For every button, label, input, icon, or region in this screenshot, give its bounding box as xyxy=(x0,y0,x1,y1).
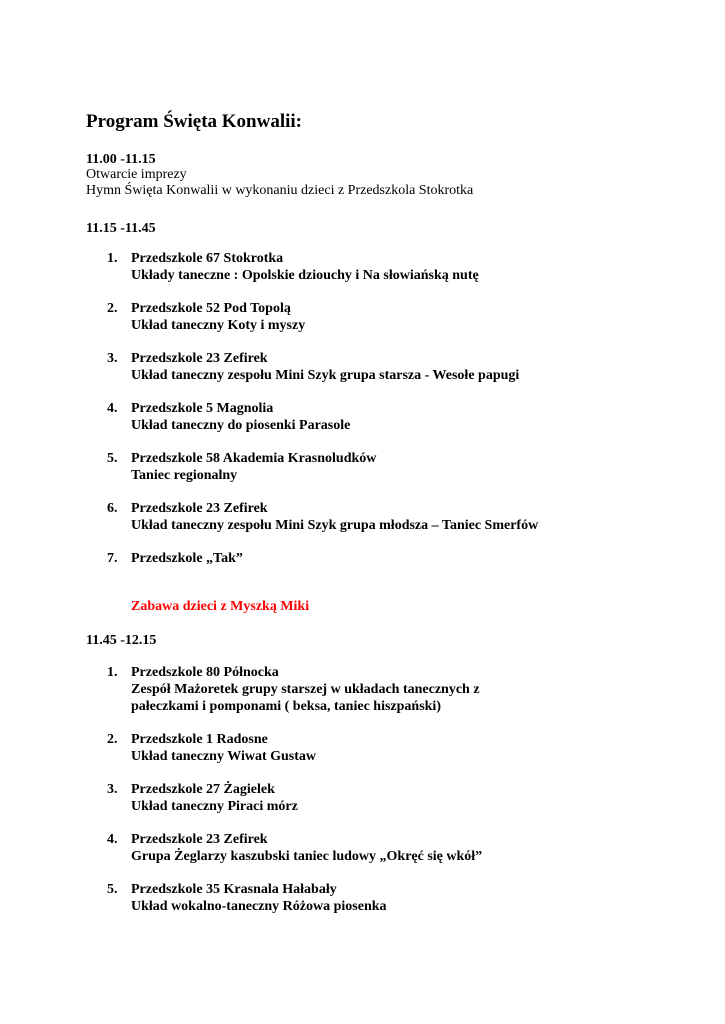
time-slot-1: 11.00 -11.15 xyxy=(86,152,156,167)
item-title: Przedszkole 23 Zefirek xyxy=(131,832,268,847)
item-text xyxy=(131,300,305,334)
item-number: 2. xyxy=(107,301,118,316)
item-title: Przedszkole 5 Magnolia xyxy=(131,401,274,416)
item-title: Przedszkole 67 Stokrotka xyxy=(131,251,284,266)
item-title: Przedszkole 23 Zefirek xyxy=(131,501,268,516)
item-number: 3. xyxy=(107,782,118,797)
item-description: pałeczkami i pomponami ( beksa, taniec hiszpański) xyxy=(131,699,441,714)
time-slot-3: 11.45 -12.15 xyxy=(86,633,157,648)
highlight-event: Zabawa dzieci z Myszką Miki xyxy=(131,599,310,614)
item-title: Przedszkole 58 Akademia Krasnoludków xyxy=(131,451,377,466)
item-description: Układy taneczne : Opolskie dziouchy i Na słowiańską nutę xyxy=(131,268,479,283)
item-description: Układ taneczny zespołu Mini Szyk grupa starsza - Wesołe papugi xyxy=(131,368,520,383)
item-number: 6. xyxy=(107,501,118,516)
item-description: Układ taneczny Koty i myszy xyxy=(131,318,306,333)
item-title: Przedszkole 23 Zefirek xyxy=(131,351,268,366)
item-text xyxy=(131,350,519,384)
item-number: 3. xyxy=(107,351,118,366)
item-number: 2. xyxy=(107,732,118,747)
item-title: Przedszkole 1 Radosne xyxy=(131,732,268,747)
item-description: Układ taneczny Piraci mórz xyxy=(131,799,298,814)
time-slot-2: 11.15 -11.45 xyxy=(86,221,156,236)
item-text xyxy=(131,881,387,915)
item-number: 5. xyxy=(107,882,118,897)
item-title: Przedszkole 80 Północka xyxy=(131,665,279,680)
item-text xyxy=(131,831,482,865)
item-title: Przedszkole 27 Żagielek xyxy=(131,782,275,797)
intro-line: Otwarcie imprezy xyxy=(86,167,187,182)
item-description: Zespół Mażoretek grupy starszej w układach tanecznych z xyxy=(131,682,480,697)
item-number: 1. xyxy=(107,251,118,266)
item-text xyxy=(131,781,298,815)
item-description: Taniec regionalny xyxy=(131,468,238,483)
item-text xyxy=(131,731,316,765)
item-number: 4. xyxy=(107,401,118,416)
item-number: 1. xyxy=(107,665,118,680)
item-number: 4. xyxy=(107,832,118,847)
intro-line: Hymn Święta Konwalii w wykonaniu dzieci z Przedszkola Stokrotka xyxy=(86,183,474,198)
item-title: Przedszkole 52 Pod Topolą xyxy=(131,301,291,316)
item-text xyxy=(131,450,376,484)
item-description: Układ taneczny Wiwat Gustaw xyxy=(131,749,317,764)
item-description: Układ taneczny zespołu Mini Szyk grupa młodsza – Taniec Smerfów xyxy=(131,518,539,533)
item-number: 5. xyxy=(107,451,118,466)
intro-text xyxy=(86,167,473,199)
item-text xyxy=(131,550,243,567)
item-title: Przedszkole „Tak” xyxy=(131,551,243,566)
item-text xyxy=(131,500,538,534)
page-title: Program Święta Konwalii: xyxy=(86,111,303,132)
item-description: Grupa Żeglarzy kaszubski taniec ludowy „Okręć się wkół” xyxy=(131,849,483,864)
item-number: 7. xyxy=(107,551,118,566)
item-text xyxy=(131,664,480,715)
item-description: Układ wokalno-taneczny Różowa piosenka xyxy=(131,899,387,914)
item-text xyxy=(131,400,350,434)
item-description: Układ taneczny do piosenki Parasole xyxy=(131,418,351,433)
item-text xyxy=(131,250,479,284)
item-title: Przedszkole 35 Krasnala Hałabały xyxy=(131,882,337,897)
